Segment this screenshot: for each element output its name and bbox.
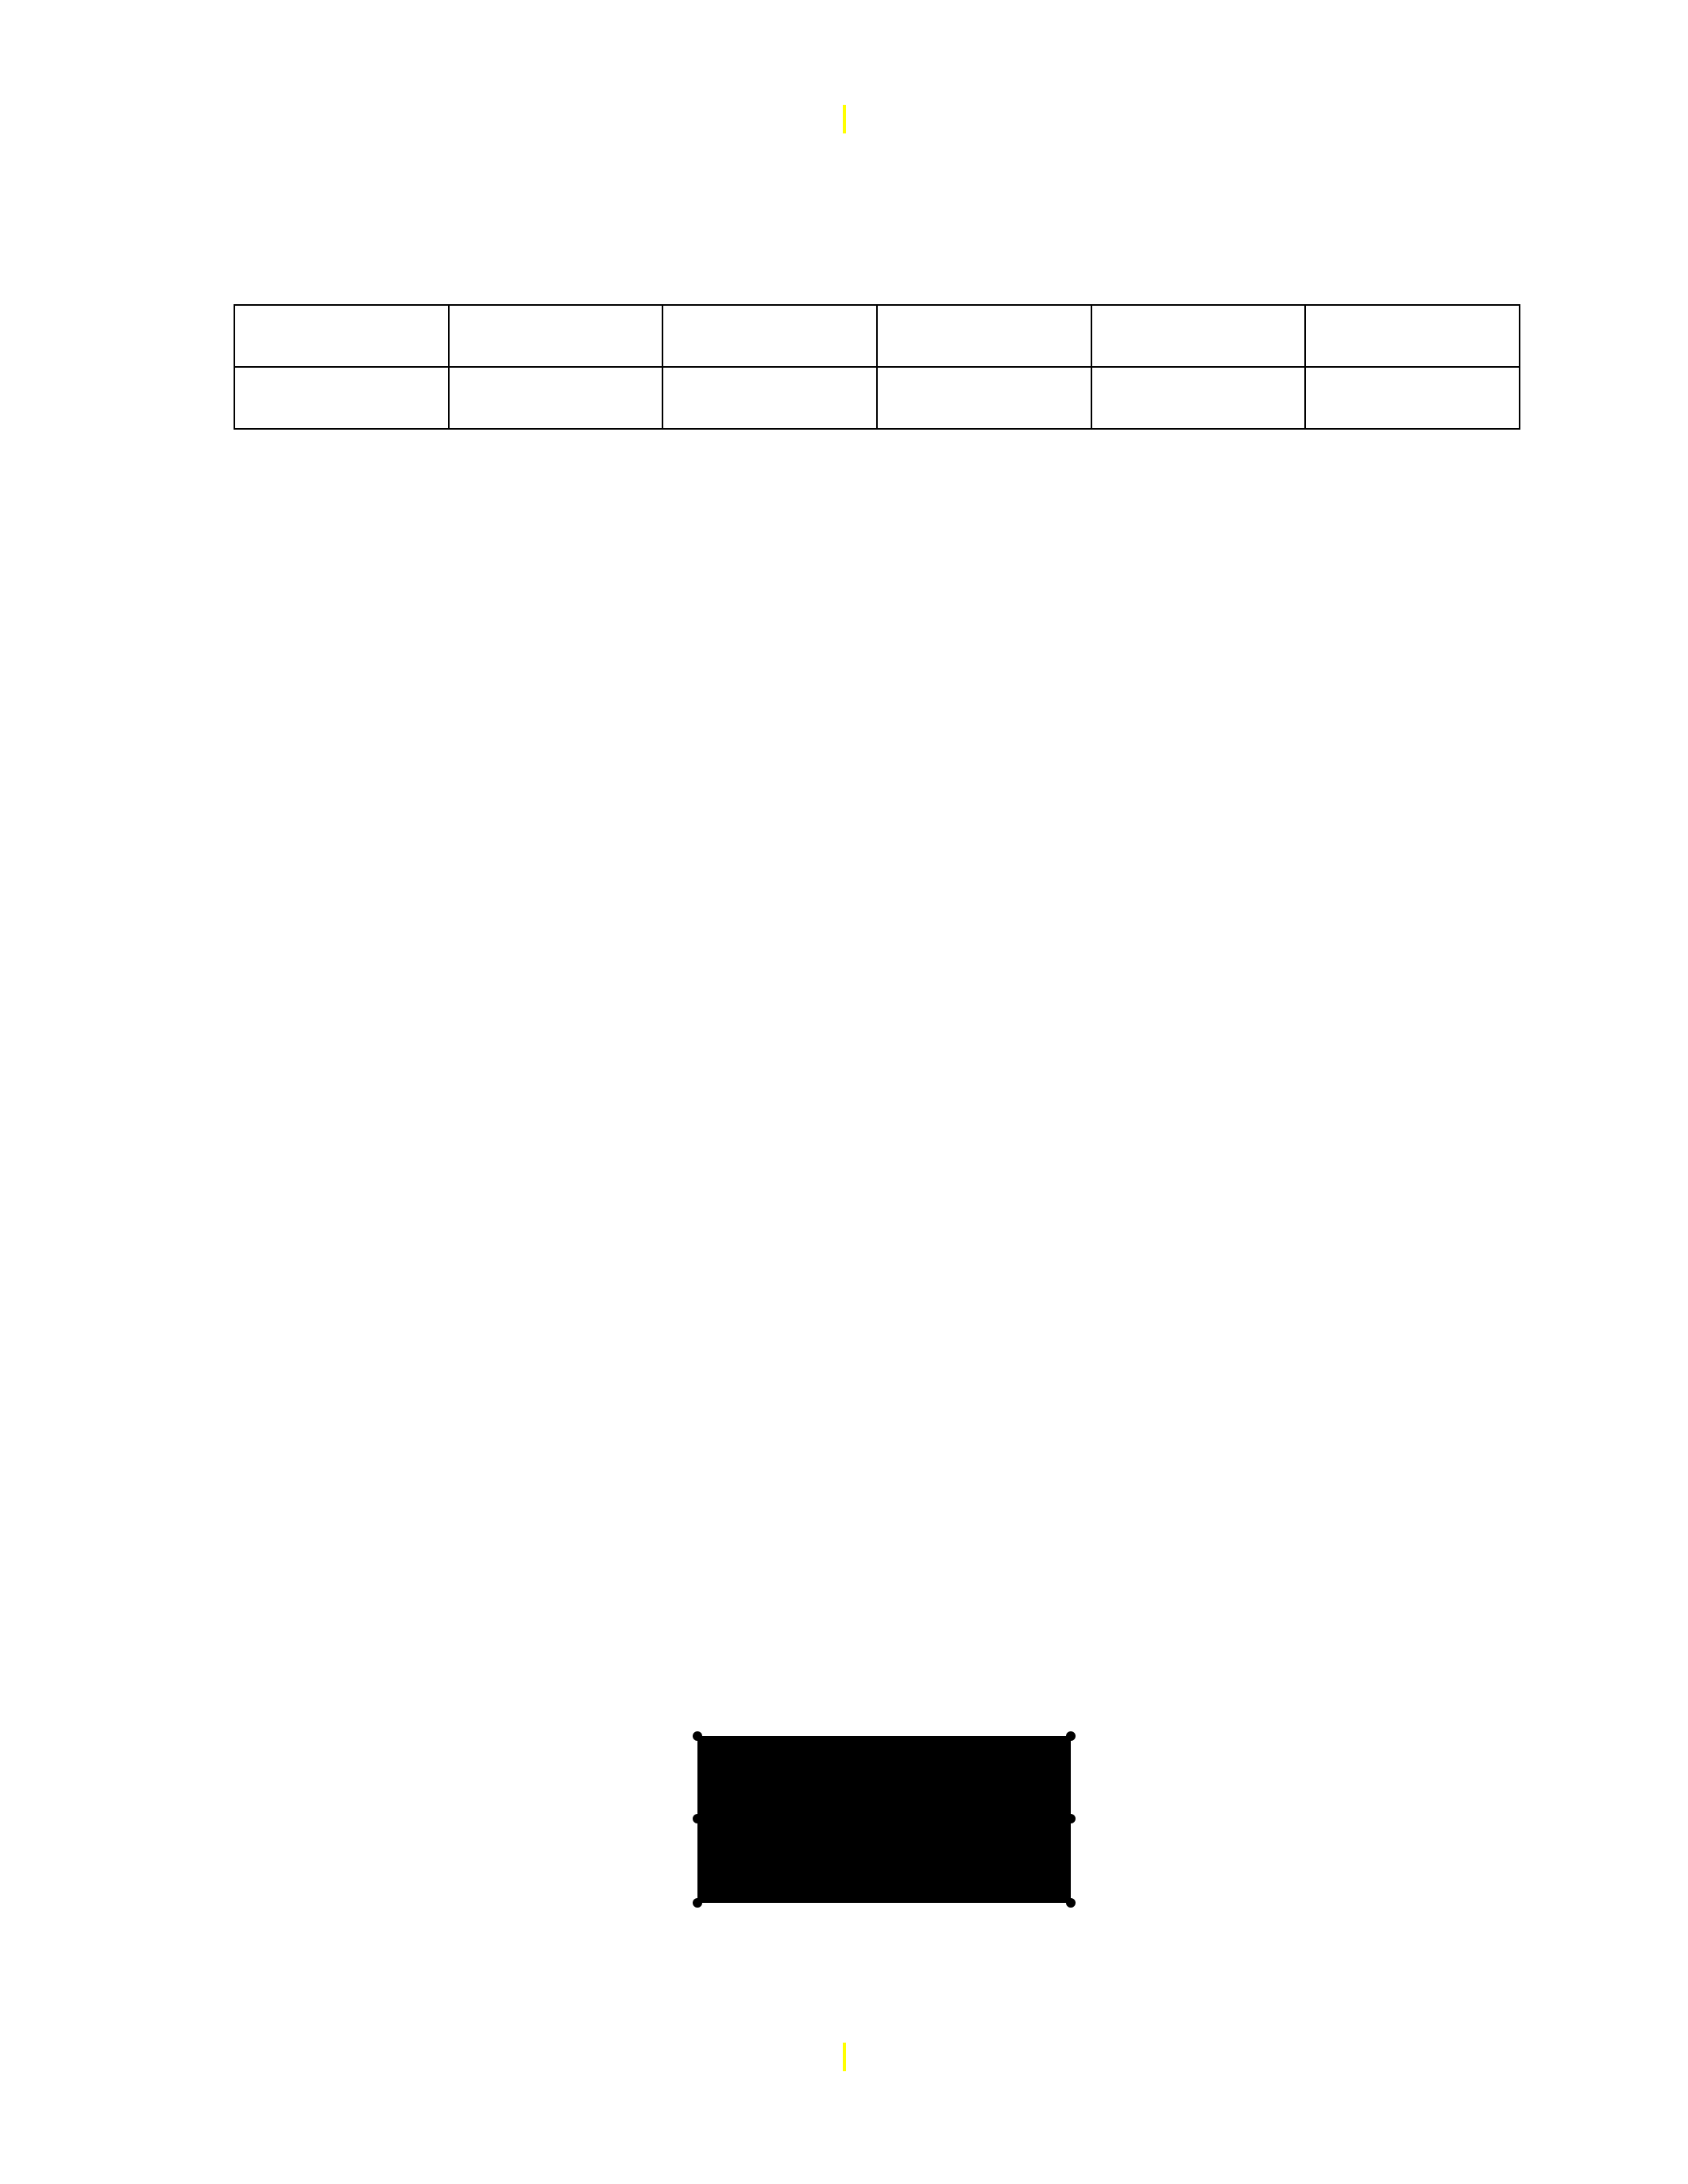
point-g-dot xyxy=(1066,1814,1076,1823)
table-header-cell xyxy=(662,305,877,367)
point-a-dot xyxy=(693,1731,702,1741)
table-answer-cell xyxy=(1305,367,1520,429)
table-header-cell xyxy=(1091,305,1306,367)
table-answer-cell xyxy=(449,367,663,429)
preview-notice-banner xyxy=(0,102,1688,137)
point-b-dot xyxy=(1066,1731,1076,1741)
table-answer-cell xyxy=(1091,367,1306,429)
preview-notice-text xyxy=(843,105,846,133)
table-answer-cell xyxy=(234,367,449,429)
table-header-cell xyxy=(877,305,1091,367)
hotline-text xyxy=(843,2043,846,2071)
table-answer-cell xyxy=(662,367,877,429)
rectangle-figure xyxy=(642,1690,1134,1952)
answer-table xyxy=(234,304,1520,430)
upper-rectangle-abge xyxy=(697,1736,1071,1819)
figure-svg xyxy=(642,1690,1134,1952)
hotline-banner xyxy=(0,2039,1688,2074)
table-header-cell xyxy=(1305,305,1520,367)
table-header-cell xyxy=(449,305,663,367)
point-e-dot xyxy=(693,1814,702,1823)
table-header-cell xyxy=(234,305,449,367)
answer-table-answer-row xyxy=(234,367,1520,429)
answer-table-header-row xyxy=(234,305,1520,367)
point-d-dot xyxy=(693,1898,702,1908)
lower-rectangle-egcd xyxy=(697,1819,1071,1903)
point-c-dot xyxy=(1066,1898,1076,1908)
table-answer-cell xyxy=(877,367,1091,429)
